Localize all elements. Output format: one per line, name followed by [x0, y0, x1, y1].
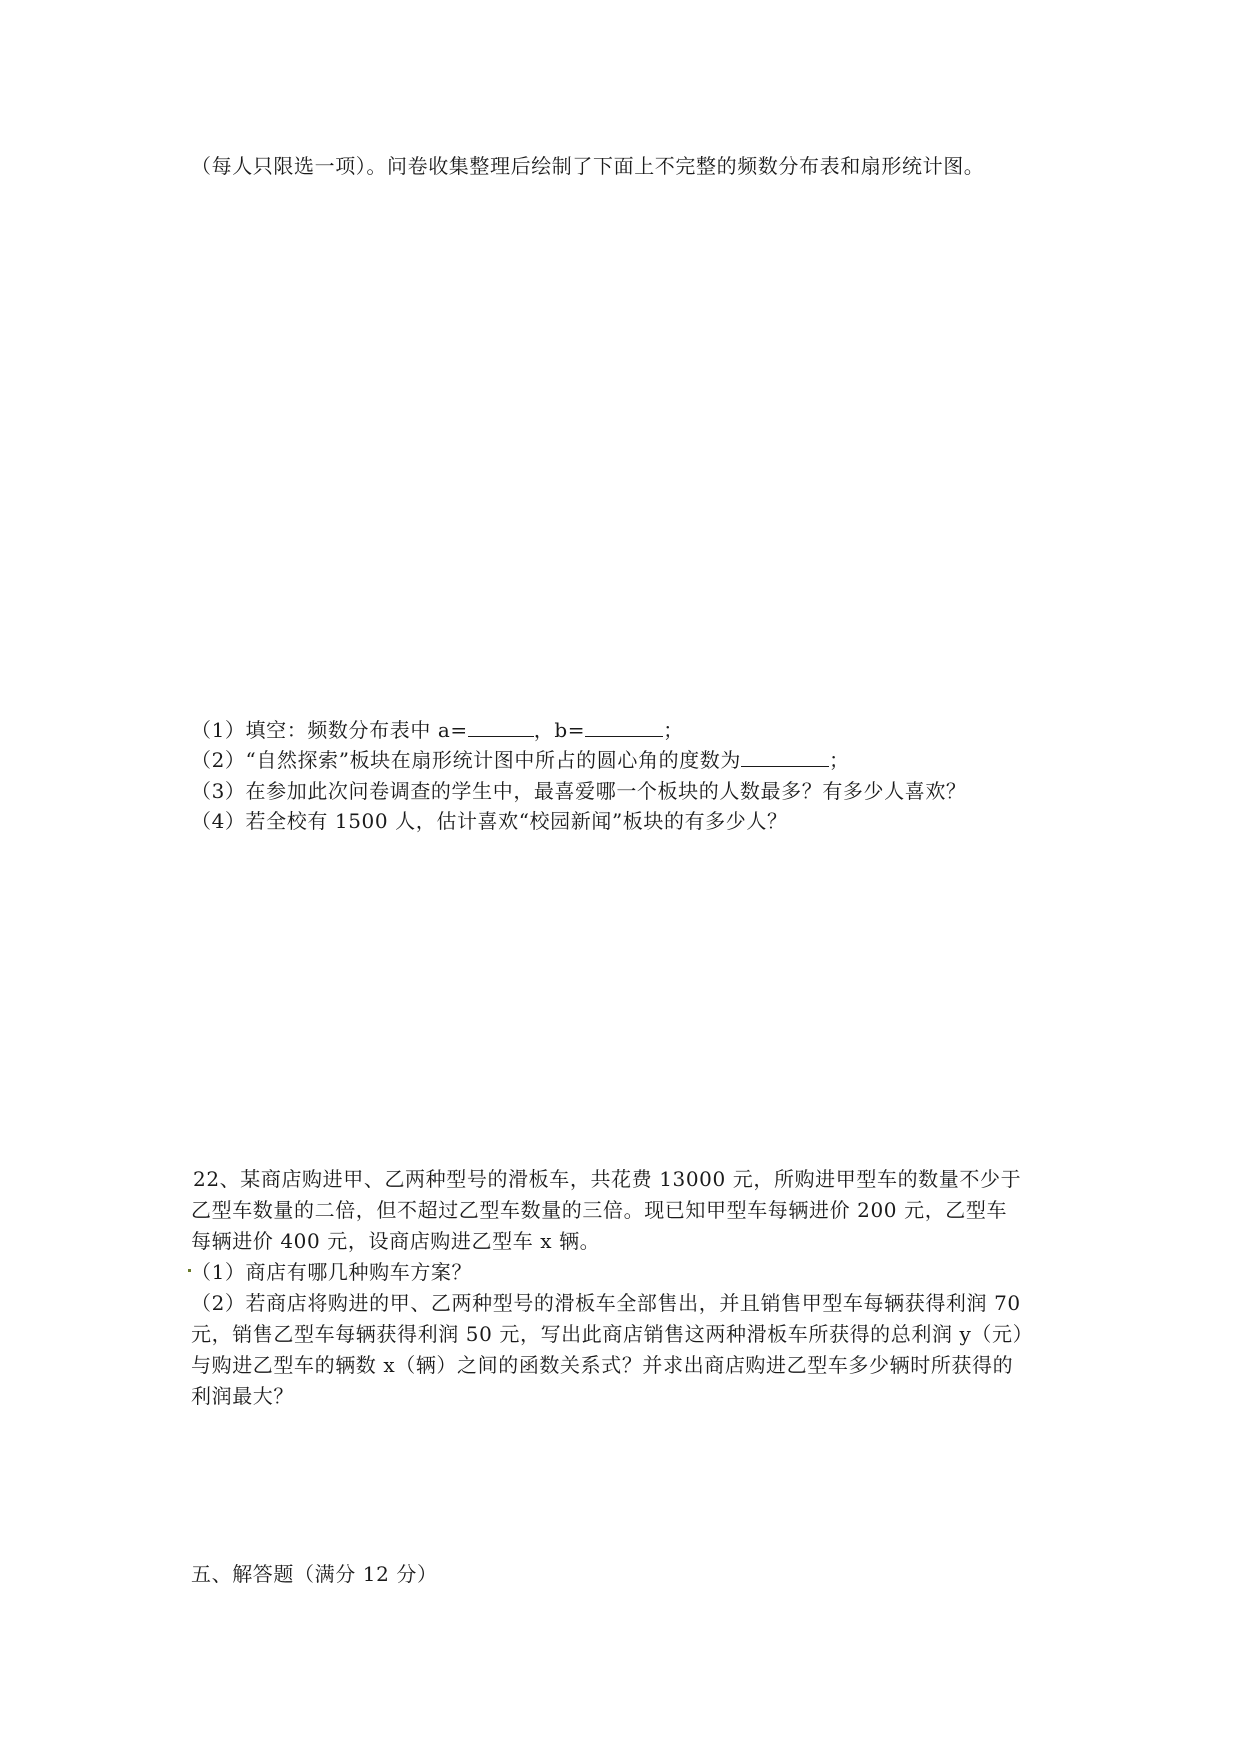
q22-line-3-text: 每辆进价 400 元，设商店购进乙型车 x 辆。	[191, 1229, 601, 1253]
q21-sub3-text: （3）在参加此次问卷调查的学生中，最喜爱哪一个板块的人数最多？有多少人喜欢？	[191, 779, 967, 803]
intro-text	[191, 152, 984, 180]
q21-sub1-prefix: （1）填空：频数分布表中 a=	[191, 718, 468, 742]
q22-line-1	[193, 1165, 1021, 1193]
q21-sub1-suffix: ；	[663, 718, 684, 742]
intro-line-1: （每人只限选一项）。问卷收集整理后绘制了下面上不完整的频数分布表和扇形统计图。	[191, 154, 985, 178]
section-5-heading	[191, 1560, 438, 1588]
q21-sub2-suffix: ；	[828, 748, 850, 772]
q21-sub1	[191, 716, 684, 744]
q21-sub2-prefix: （2）“自然探索”板块在扇形统计图中所占的圆心角的度数为	[191, 748, 741, 772]
q22-sub2-line-4-text: 利润最大？	[191, 1384, 294, 1408]
q21-sub1-mid: ，b=	[533, 718, 586, 742]
answer-blank-b[interactable]	[585, 716, 663, 737]
q22-line-1-text: 22、某商店购进甲、乙两种型号的滑板车，共花费 13000 元，所购进甲型车的数量不少于	[193, 1167, 1022, 1191]
answer-blank-a[interactable]	[468, 716, 534, 737]
q21-sub2	[191, 746, 850, 774]
q22-sub1-text: （1）商店有哪几种购车方案？	[191, 1260, 473, 1284]
q22-sub2-line-3	[191, 1351, 1013, 1379]
q22-sub2-line-2-text: 元，销售乙型车每辆获得利润 50 元，写出此商店销售这两种滑板车所获得的总利润 y（元）	[191, 1322, 1034, 1346]
answer-blank-angle[interactable]	[741, 746, 829, 767]
q21-sub4-text: （4）若全校有 1500 人，估计喜欢“校园新闻”板块的有多少人？	[191, 809, 788, 833]
q22-line-2-text: 乙型车数量的二倍，但不超过乙型车数量的三倍。现已知甲型车每辆进价 200 元，乙型车	[191, 1198, 1008, 1222]
q22-sub2-line-2	[191, 1320, 1033, 1348]
q21-sub3	[191, 777, 967, 805]
q22-sub2-line-1	[191, 1289, 1021, 1317]
q22-sub1	[191, 1258, 472, 1286]
q22-sub2-line-4	[191, 1382, 294, 1410]
q22-line-3	[191, 1227, 600, 1255]
q21-sub4	[191, 807, 788, 835]
q22-line-2	[191, 1196, 1007, 1224]
q22-sub2-line-3-text: 与购进乙型车的辆数 x（辆）之间的函数关系式？并求出商店购进乙型车多少辆时所获得的	[191, 1353, 1014, 1377]
section-5-heading-text: 五、解答题（满分 12 分）	[191, 1562, 438, 1586]
q22-sub2-line-1-text: （2）若商店将购进的甲、乙两种型号的滑板车全部售出，并且销售甲型车每辆获得利润 70	[191, 1291, 1021, 1315]
